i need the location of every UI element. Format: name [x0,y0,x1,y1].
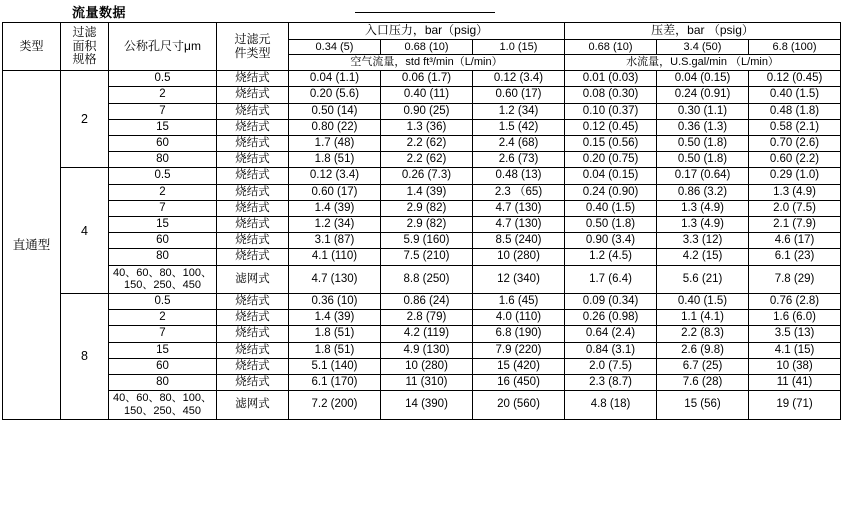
cell-element-type: 烧结式 [217,87,289,103]
cell-value: 2.3 （65) [473,184,565,200]
cell-value: 2.1 (7.9) [749,217,841,233]
cell-value: 0.26 (0.98) [565,310,657,326]
cell-value: 0.30 (1.1) [657,103,749,119]
cell-value: 0.24 (0.91) [657,87,749,103]
cell-value: 0.76 (2.8) [749,293,841,309]
cell-value: 0.12 (0.45) [749,71,841,87]
cell-value: 7.8 (29) [749,265,841,293]
cell-element-type: 烧结式 [217,168,289,184]
cell-value: 1.3 (4.9) [749,184,841,200]
cell-area-group-2: 4 [61,168,109,294]
cell-value: 7.6 (28) [657,375,749,391]
cell-value: 4.6 (17) [749,233,841,249]
cell-value: 2.0 (7.5) [749,200,841,216]
cell-element-type: 烧结式 [217,119,289,135]
cell-value: 0.60 (2.2) [749,152,841,168]
cell-value: 16 (450) [473,375,565,391]
cell-size: 80 [109,249,217,265]
cell-element-type: 烧结式 [217,293,289,309]
cell-element-type: 烧结式 [217,200,289,216]
cell-value: 0.86 (3.2) [657,184,749,200]
cell-value: 3.5 (13) [749,326,841,342]
cell-value: 1.3 (4.9) [657,217,749,233]
header-differential-pressure: 压差，bar （psig） [565,23,841,40]
header-row-1 [3,23,841,40]
cell-value: 4.1 (110) [289,249,381,265]
cell-value: 0.08 (0.30) [565,87,657,103]
cell-value: 1.3 (36) [381,119,473,135]
cell-value: 0.01 (0.03) [565,71,657,87]
cell-element-type: 烧结式 [217,358,289,374]
cell-element-type: 烧结式 [217,103,289,119]
cell-value: 7.2 (200) [289,391,381,419]
cell-value: 2.8 (79) [381,310,473,326]
cell-value: 0.64 (2.4) [565,326,657,342]
table-row [3,152,841,168]
cell-value: 0.29 (1.0) [749,168,841,184]
cell-value: 0.26 (7.3) [381,168,473,184]
cell-value: 0.48 (1.8) [749,103,841,119]
table-row [3,184,841,200]
table-row [3,87,841,103]
cell-value: 0.86 (24) [381,293,473,309]
header-air-flow-unit: 空气流量，std ft³/min（L/min） [289,55,565,71]
cell-size: 7 [109,103,217,119]
cell-element-type: 烧结式 [217,233,289,249]
cell-value: 12 (340) [473,265,565,293]
cell-value: 4.7 (130) [473,217,565,233]
table-row [3,217,841,233]
table-row [3,71,841,87]
cell-value: 1.2 (4.5) [565,249,657,265]
cell-value: 4.0 (110) [473,310,565,326]
table-row [3,265,841,293]
cell-area-group-3: 8 [61,293,109,419]
header-element-type [217,23,289,71]
header-diff-col-2: 3.4 (50) [657,39,749,55]
cell-value: 5.1 (140) [289,358,381,374]
cell-size [109,265,217,293]
cell-value: 1.8 (51) [289,342,381,358]
cell-value: 0.20 (0.75) [565,152,657,168]
header-diff-col-1: 0.68 (10) [565,39,657,55]
table-row [3,119,841,135]
table-row [3,103,841,119]
cell-value: 2.2 (8.3) [657,326,749,342]
table-row [3,342,841,358]
cell-size: 0.5 [109,168,217,184]
cell-area-group-1: 2 [61,71,109,168]
cell-element-type: 烧结式 [217,375,289,391]
title-underline [355,12,495,13]
cell-value: 2.3 (8.7) [565,375,657,391]
cell-value: 2.9 (82) [381,217,473,233]
table-body [3,71,841,420]
cell-value: 7.5 (210) [381,249,473,265]
cell-element-type: 烧结式 [217,342,289,358]
cell-size: 60 [109,358,217,374]
table-row [3,326,841,342]
cell-value: 5.9 (160) [381,233,473,249]
cell-value: 0.12 (3.4) [473,71,565,87]
cell-value: 1.8 (51) [289,152,381,168]
cell-element-type: 烧结式 [217,135,289,151]
cell-value: 0.04 (1.1) [289,71,381,87]
table-row [3,310,841,326]
cell-value: 0.24 (0.90) [565,184,657,200]
table-header [3,23,841,71]
header-filter-area-line2: 面积 [72,38,97,53]
cell-size: 0.5 [109,293,217,309]
header-filter-area [61,23,109,71]
cell-value: 0.12 (3.4) [289,168,381,184]
table-row [3,358,841,374]
cell-element-type: 烧结式 [217,217,289,233]
cell-size: 60 [109,233,217,249]
cell-value: 1.8 (51) [289,326,381,342]
cell-size: 80 [109,152,217,168]
cell-value: 0.90 (25) [381,103,473,119]
cell-value: 2.0 (7.5) [565,358,657,374]
cell-value: 0.20 (5.6) [289,87,381,103]
header-filter-area-line1: 过滤 [72,24,97,39]
header-element-type-line2: 件类型 [234,45,271,60]
cell-element-type: 烧结式 [217,326,289,342]
cell-size: 7 [109,200,217,216]
cell-value: 0.80 (22) [289,119,381,135]
cell-value: 4.2 (15) [657,249,749,265]
cell-value: 0.17 (0.64) [657,168,749,184]
cell-size-line1: 40、60、80、100、 [112,266,213,279]
cell-size-line2: 150、250、450 [123,404,202,417]
cell-value: 0.84 (3.1) [565,342,657,358]
cell-value: 15 (56) [657,391,749,419]
cell-value: 0.50 (1.8) [657,152,749,168]
cell-size: 15 [109,217,217,233]
cell-value: 3.1 (87) [289,233,381,249]
cell-value: 0.48 (13) [473,168,565,184]
cell-value: 0.50 (1.8) [565,217,657,233]
cell-value: 0.40 (1.5) [749,87,841,103]
page-title: 流量数据 [72,5,127,20]
cell-value: 0.40 (1.5) [565,200,657,216]
cell-value: 2.6 (9.8) [657,342,749,358]
cell-value: 2.6 (73) [473,152,565,168]
cell-value: 6.1 (23) [749,249,841,265]
cell-value: 5.6 (21) [657,265,749,293]
cell-value: 0.09 (0.34) [565,293,657,309]
cell-value: 0.36 (1.3) [657,119,749,135]
cell-size: 2 [109,184,217,200]
cell-size-line2: 150、250、450 [123,279,202,292]
cell-value: 4.8 (18) [565,391,657,419]
cell-element-type: 滤网式 [217,265,289,293]
cell-size: 2 [109,310,217,326]
header-diff-col-3: 6.8 (100) [749,39,841,55]
cell-size-line1: 40、60、80、100、 [112,392,213,405]
cell-value: 11 (41) [749,375,841,391]
cell-value: 1.5 (42) [473,119,565,135]
cell-value: 7.9 (220) [473,342,565,358]
cell-value: 0.50 (1.8) [657,135,749,151]
table-row [3,168,841,184]
cell-value: 6.1 (170) [289,375,381,391]
cell-value: 1.4 (39) [289,200,381,216]
cell-value: 0.06 (1.7) [381,71,473,87]
cell-value: 0.04 (0.15) [565,168,657,184]
cell-value: 11 (310) [381,375,473,391]
header-filter-area-line3: 规格 [72,52,97,67]
cell-value: 0.04 (0.15) [657,71,749,87]
cell-value: 1.4 (39) [381,184,473,200]
cell-value: 4.7 (130) [289,265,381,293]
cell-element-type: 烧结式 [217,249,289,265]
cell-element-type: 烧结式 [217,152,289,168]
cell-element-type: 烧结式 [217,71,289,87]
cell-value: 0.60 (17) [473,87,565,103]
cell-value: 0.70 (2.6) [749,135,841,151]
table-row [3,293,841,309]
cell-value: 0.60 (17) [289,184,381,200]
cell-value: 3.3 (12) [657,233,749,249]
cell-value: 6.8 (190) [473,326,565,342]
header-inlet-col-1: 0.34 (5) [289,39,381,55]
cell-size: 0.5 [109,71,217,87]
cell-size: 2 [109,87,217,103]
cell-value: 4.9 (130) [381,342,473,358]
cell-value: 2.4 (68) [473,135,565,151]
header-inlet-pressure: 入口压力，bar（psig） [289,23,565,40]
cell-value: 2.2 (62) [381,135,473,151]
cell-value: 19 (71) [749,391,841,419]
cell-value: 0.58 (2.1) [749,119,841,135]
cell-value: 2.2 (62) [381,152,473,168]
table-row [3,200,841,216]
cell-size [109,391,217,419]
cell-value: 1.4 (39) [289,310,381,326]
cell-value: 0.40 (11) [381,87,473,103]
cell-value: 1.7 (6.4) [565,265,657,293]
cell-value: 0.15 (0.56) [565,135,657,151]
cell-value: 0.10 (0.37) [565,103,657,119]
table-row [3,375,841,391]
cell-value: 10 (38) [749,358,841,374]
cell-value: 15 (420) [473,358,565,374]
cell-element-type: 烧结式 [217,310,289,326]
cell-value: 2.9 (82) [381,200,473,216]
cell-value: 1.2 (34) [473,103,565,119]
cell-size: 7 [109,326,217,342]
cell-value: 10 (280) [473,249,565,265]
header-nominal-size: 公称孔尺寸μm [109,23,217,71]
cell-value: 4.1 (15) [749,342,841,358]
cell-size: 60 [109,135,217,151]
table-row [3,233,841,249]
cell-value: 0.12 (0.45) [565,119,657,135]
table-row [3,135,841,151]
cell-value: 1.6 (45) [473,293,565,309]
cell-value: 6.7 (25) [657,358,749,374]
cell-value: 1.3 (4.9) [657,200,749,216]
flow-data-table [2,22,841,420]
header-inlet-col-2: 0.68 (10) [381,39,473,55]
cell-value: 4.7 (130) [473,200,565,216]
cell-value: 1.1 (4.1) [657,310,749,326]
cell-size: 15 [109,342,217,358]
cell-value: 1.2 (34) [289,217,381,233]
cell-type-value: 直通型 [3,71,61,420]
table-row [3,249,841,265]
cell-value: 10 (280) [381,358,473,374]
cell-value: 0.40 (1.5) [657,293,749,309]
cell-size: 80 [109,375,217,391]
cell-value: 8.8 (250) [381,265,473,293]
header-type: 类型 [3,23,61,71]
cell-value: 14 (390) [381,391,473,419]
cell-value: 1.6 (6.0) [749,310,841,326]
cell-size: 15 [109,119,217,135]
cell-element-type: 滤网式 [217,391,289,419]
cell-value: 8.5 (240) [473,233,565,249]
table-row [3,391,841,419]
cell-value: 1.7 (48) [289,135,381,151]
cell-value: 4.2 (119) [381,326,473,342]
cell-value: 0.50 (14) [289,103,381,119]
header-water-flow-unit: 水流量，U.S.gal/min （L/min） [565,55,841,71]
cell-value: 20 (560) [473,391,565,419]
cell-value: 0.36 (10) [289,293,381,309]
header-element-type-line1: 过滤元 [234,31,271,46]
header-inlet-col-3: 1.0 (15) [473,39,565,55]
cell-value: 0.90 (3.4) [565,233,657,249]
cell-element-type: 烧结式 [217,184,289,200]
